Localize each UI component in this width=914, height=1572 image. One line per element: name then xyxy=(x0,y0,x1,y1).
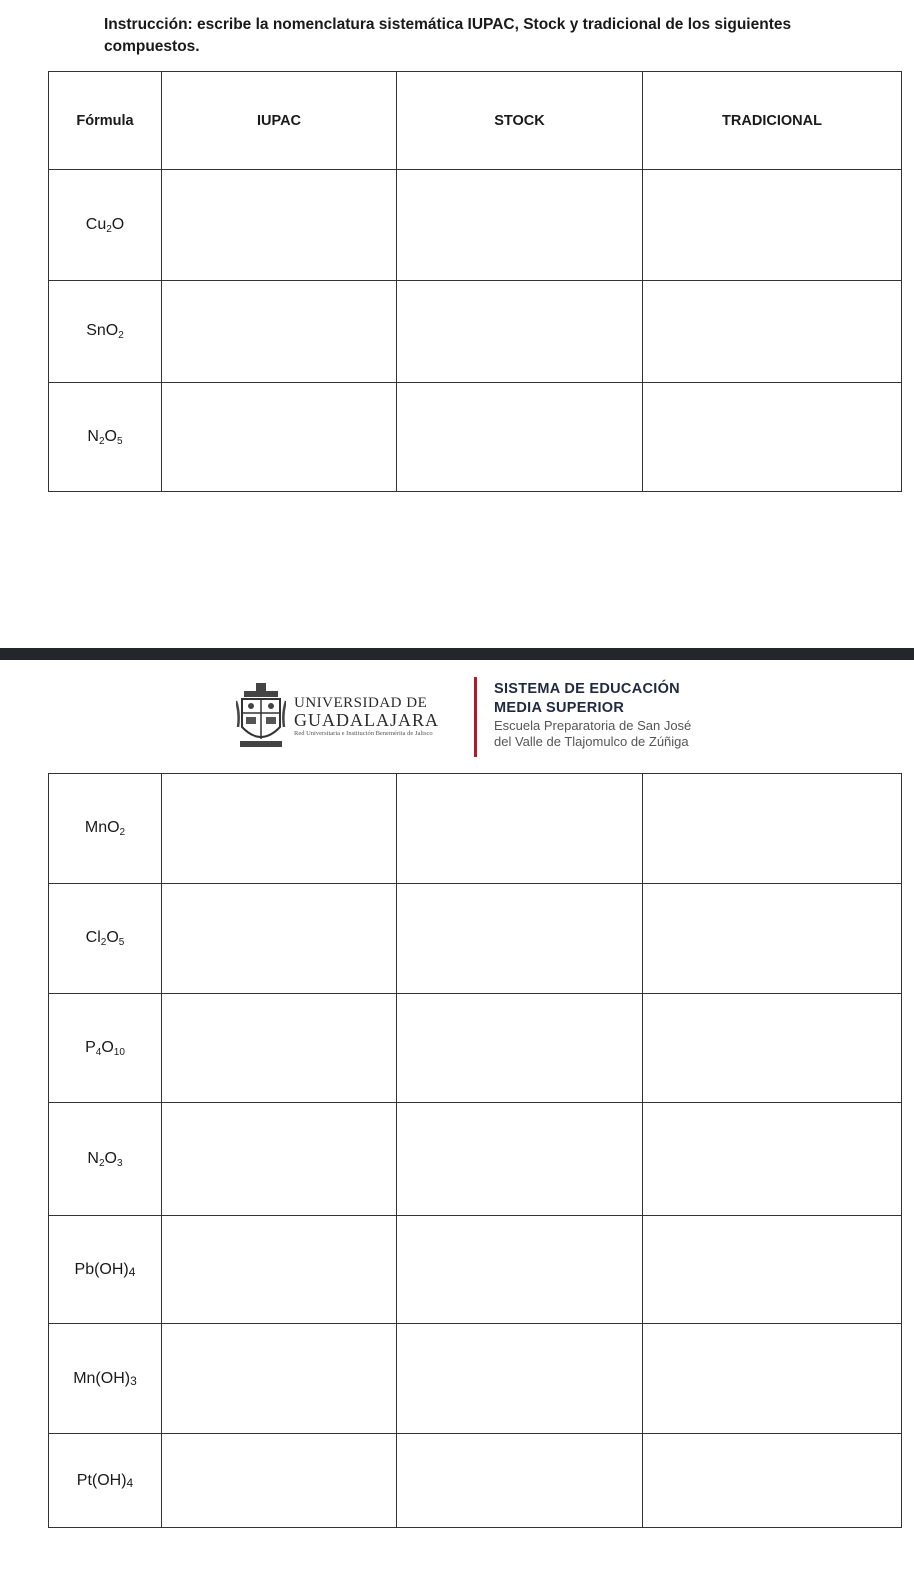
header-traditional: TRADICIONAL xyxy=(643,72,902,170)
answer-cell-stock[interactable] xyxy=(397,1103,643,1216)
table-row xyxy=(49,774,902,884)
answer-cell-traditional[interactable] xyxy=(643,1216,902,1324)
university-tagline: Red Universitaria e Institución Benemérita de Jalisco xyxy=(294,730,433,737)
formula-n2o5: $N_2O_5$ xyxy=(49,383,162,492)
answer-cell-iupac[interactable] xyxy=(162,1324,397,1434)
formula-cl2o5: $Cl_2O_5$ xyxy=(49,884,162,994)
answer-cell-iupac[interactable] xyxy=(162,884,397,994)
nomenclature-table-bottom xyxy=(48,773,902,1528)
formula-cu2o: $Cu_2O$ xyxy=(49,170,162,281)
system-line2: MEDIA SUPERIOR xyxy=(494,700,625,716)
formula-ptoh4: Pt(OH)4 xyxy=(49,1434,162,1528)
answer-cell-stock[interactable] xyxy=(397,884,643,994)
table-row xyxy=(49,281,902,383)
answer-cell-iupac[interactable] xyxy=(162,1103,397,1216)
system-name xyxy=(494,680,764,750)
answer-cell-traditional[interactable] xyxy=(643,1103,902,1216)
answer-cell-stock[interactable] xyxy=(397,1324,643,1434)
answer-cell-iupac[interactable] xyxy=(162,1216,397,1324)
answer-cell-iupac[interactable] xyxy=(162,994,397,1103)
formula-p4o10: $P_4O_{10}$ xyxy=(49,994,162,1103)
school-line2: del Valle de Tlajomulco de Zúñiga xyxy=(494,734,689,749)
table-row xyxy=(49,1103,902,1216)
school-line1: Escuela Preparatoria de San José xyxy=(494,718,692,733)
university-name-line2: GUADALAJARA xyxy=(294,710,439,730)
answer-cell-stock[interactable] xyxy=(397,170,643,281)
table-row xyxy=(49,994,902,1103)
answer-cell-stock[interactable] xyxy=(397,774,643,884)
system-line1: SISTEMA DE EDUCACIÓN xyxy=(494,681,680,697)
table-row xyxy=(49,1216,902,1324)
answer-cell-traditional[interactable] xyxy=(643,383,902,492)
answer-cell-iupac[interactable] xyxy=(162,774,397,884)
answer-cell-stock[interactable] xyxy=(397,383,643,492)
header-formula: Fórmula xyxy=(49,72,162,170)
page-divider-band xyxy=(0,648,914,660)
answer-cell-traditional[interactable] xyxy=(643,884,902,994)
institution-header xyxy=(236,677,756,759)
answer-cell-traditional[interactable] xyxy=(643,994,902,1103)
udg-crest-icon xyxy=(236,683,286,749)
header-iupac: IUPAC xyxy=(162,72,397,170)
answer-cell-stock[interactable] xyxy=(397,1434,643,1528)
header-stock: STOCK xyxy=(397,72,643,170)
formula-mno2: MnO$_2$ xyxy=(49,774,162,884)
table-row xyxy=(49,1434,902,1528)
university-name-line1: UNIVERSIDAD DE xyxy=(294,695,428,711)
instruction-text: Instrucción: escribe la nomenclatura sistemática IUPAC, Stock y tradicional de los siguientes compuestos. xyxy=(104,16,792,55)
table-row xyxy=(49,1324,902,1434)
answer-cell-stock[interactable] xyxy=(397,994,643,1103)
answer-cell-traditional[interactable] xyxy=(643,1434,902,1528)
table-row xyxy=(49,170,902,281)
table-row xyxy=(49,383,902,492)
answer-cell-iupac[interactable] xyxy=(162,383,397,492)
answer-cell-iupac[interactable] xyxy=(162,1434,397,1528)
formula-pboh4: Pb(OH)4 xyxy=(49,1216,162,1324)
answer-cell-traditional[interactable] xyxy=(643,774,902,884)
answer-cell-traditional[interactable] xyxy=(643,281,902,383)
answer-cell-stock[interactable] xyxy=(397,1216,643,1324)
header-row xyxy=(49,72,902,170)
formula-n2o3: $N_2O_3$ xyxy=(49,1103,162,1216)
formula-sno2: SnO$_2$ xyxy=(49,281,162,383)
header-divider xyxy=(474,677,477,757)
answer-cell-traditional[interactable] xyxy=(643,170,902,281)
answer-cell-iupac[interactable] xyxy=(162,170,397,281)
formula-mnoh3: Mn(OH)3 xyxy=(49,1324,162,1434)
nomenclature-table-top xyxy=(48,71,902,492)
university-name xyxy=(294,696,439,739)
answer-cell-traditional[interactable] xyxy=(643,1324,902,1434)
answer-cell-stock[interactable] xyxy=(397,281,643,383)
table-row xyxy=(49,884,902,994)
answer-cell-iupac[interactable] xyxy=(162,281,397,383)
